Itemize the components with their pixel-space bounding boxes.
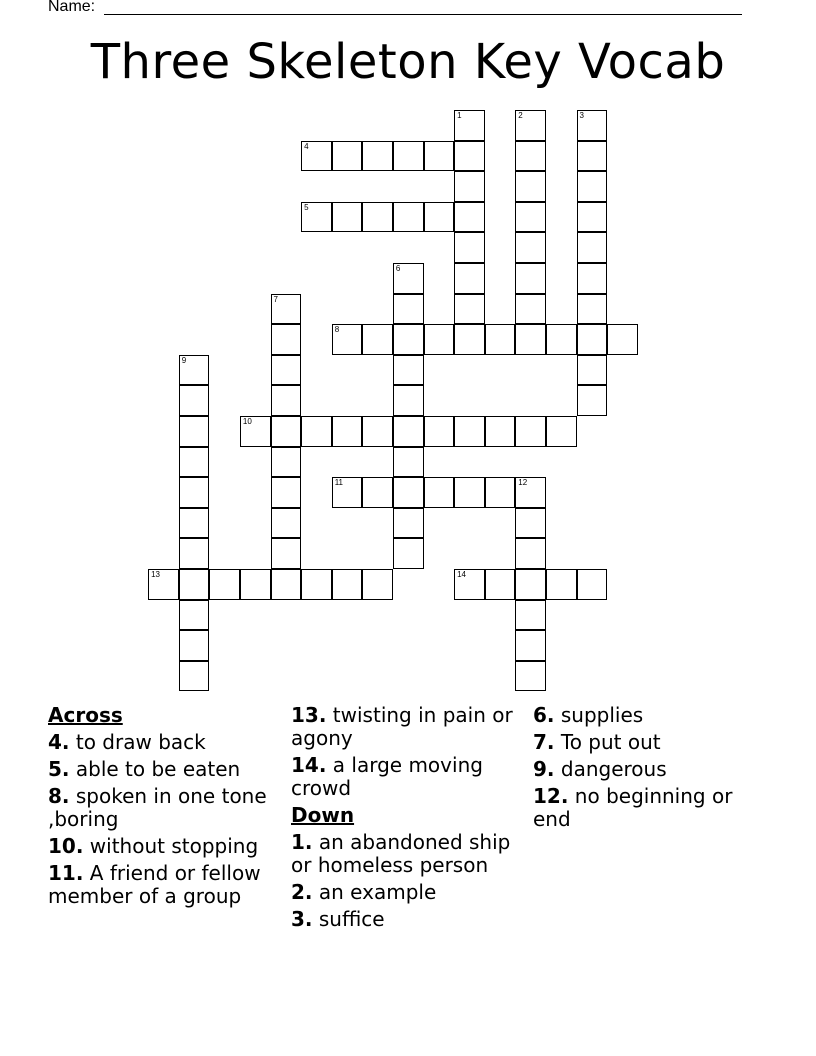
clue-text: without stopping: [89, 834, 259, 858]
across-clue-11: [48, 862, 280, 908]
across-heading: Across: [48, 703, 123, 727]
clue-number-label: 11: [334, 478, 343, 488]
clue-number-label: 10: [242, 417, 252, 426]
grid-cell[interactable]: [179, 600, 210, 631]
clue-number: 12.: [533, 784, 569, 808]
clue-text: dangerous: [560, 757, 667, 781]
clue-number-label: 9: [181, 355, 187, 365]
grid-cell[interactable]: [485, 569, 516, 600]
grid-cell[interactable]: [179, 661, 210, 692]
grid-cell[interactable]: [485, 477, 516, 508]
clue-number: 6.: [533, 703, 555, 727]
down-clue-6: [533, 704, 765, 727]
grid-cell[interactable]: [179, 569, 210, 600]
grid-cell[interactable]: [577, 385, 608, 416]
grid-cell[interactable]: [240, 416, 271, 447]
grid-cell[interactable]: [393, 324, 424, 355]
grid-cell[interactable]: [454, 202, 485, 233]
grid-cell[interactable]: [271, 385, 302, 416]
clue-number: 8.: [48, 784, 70, 808]
clue-text: able to be eaten: [75, 757, 241, 781]
grid-cell[interactable]: [577, 232, 608, 263]
grid-cell[interactable]: [362, 569, 393, 600]
across-clue-13: [291, 704, 523, 750]
grid-cell[interactable]: [271, 538, 302, 569]
grid-cell[interactable]: [179, 538, 210, 569]
grid-cell[interactable]: [393, 202, 424, 233]
clue-number: 14.: [291, 753, 327, 777]
grid-cell[interactable]: [179, 477, 210, 508]
clue-column-2: [291, 704, 523, 935]
grid-cell[interactable]: [485, 324, 516, 355]
grid-cell[interactable]: [424, 324, 455, 355]
clue-text: A friend or fellow member of a group: [48, 861, 261, 908]
down-heading: Down: [291, 803, 355, 827]
across-clue-4: [48, 731, 280, 754]
grid-cell[interactable]: [454, 263, 485, 294]
clue-text: a large moving crowd: [291, 753, 483, 800]
clue-number: 5.: [48, 757, 70, 781]
grid-cell[interactable]: [515, 232, 546, 263]
grid-cell[interactable]: [454, 110, 485, 141]
grid-cell[interactable]: [301, 569, 332, 600]
grid-cell[interactable]: [424, 477, 455, 508]
grid-cell[interactable]: [454, 477, 485, 508]
grid-cell[interactable]: [362, 202, 393, 233]
down-clue-12: [533, 785, 765, 831]
grid-cell[interactable]: [515, 416, 546, 447]
grid-cell[interactable]: [148, 569, 179, 600]
clue-number: 1.: [291, 830, 313, 854]
clue-number-label: 1: [457, 111, 462, 120]
grid-cell[interactable]: [454, 171, 485, 202]
down-clue-2: [291, 881, 523, 904]
grid-cell[interactable]: [271, 324, 302, 355]
grid-cell[interactable]: [393, 477, 424, 508]
grid-cell[interactable]: [577, 569, 608, 600]
clue-text: an example: [318, 880, 437, 904]
grid-cell[interactable]: [515, 661, 546, 692]
grid-cell[interactable]: [424, 141, 455, 172]
grid-cell[interactable]: [393, 385, 424, 416]
clue-text: spoken in one tone ,boring: [48, 784, 267, 831]
grid-cell[interactable]: [546, 416, 577, 447]
grid-cell[interactable]: [515, 630, 546, 661]
grid-cell[interactable]: [301, 202, 332, 233]
grid-cell[interactable]: [271, 447, 302, 478]
down-clue-9: [533, 758, 765, 781]
clue-number-label: 3: [579, 111, 584, 120]
grid-cell[interactable]: [240, 569, 271, 600]
grid-cell[interactable]: [393, 141, 424, 172]
grid-cell[interactable]: [515, 569, 546, 600]
grid-cell[interactable]: [515, 477, 546, 508]
grid-cell[interactable]: [577, 355, 608, 386]
grid-cell[interactable]: [393, 447, 424, 478]
grid-cell[interactable]: [271, 477, 302, 508]
grid-cell[interactable]: [362, 324, 393, 355]
grid-cell[interactable]: [577, 263, 608, 294]
grid-cell[interactable]: [546, 569, 577, 600]
grid-cell[interactable]: [271, 416, 302, 447]
clue-text: an abandoned ship or homeless person: [291, 830, 511, 877]
grid-cell[interactable]: [454, 294, 485, 325]
grid-cell[interactable]: [362, 416, 393, 447]
clue-text: suffice: [318, 907, 385, 931]
grid-cell[interactable]: [577, 141, 608, 172]
clue-text: to draw back: [75, 730, 206, 754]
grid-cell[interactable]: [393, 294, 424, 325]
clue-number: 7.: [533, 730, 555, 754]
grid-cell[interactable]: [271, 508, 302, 539]
across-clue-10: [48, 835, 280, 858]
clue-number: 2.: [291, 880, 313, 904]
clue-text: supplies: [560, 703, 644, 727]
clue-text: To put out: [560, 730, 661, 754]
clue-number-label: 14: [457, 570, 466, 579]
across-clue-8: [48, 785, 280, 831]
grid-cell[interactable]: [454, 232, 485, 263]
clue-text: no beginning or end: [533, 784, 733, 831]
down-clue-1: [291, 831, 523, 877]
clue-number: 13.: [291, 703, 327, 727]
clue-number: 10.: [48, 834, 84, 858]
grid-cell[interactable]: [271, 569, 302, 600]
grid-cell[interactable]: [393, 355, 424, 386]
grid-cell[interactable]: [577, 110, 608, 141]
grid-cell[interactable]: [179, 416, 210, 447]
name-label: Name:: [48, 0, 96, 15]
grid-cell[interactable]: [454, 324, 485, 355]
grid-cell[interactable]: [393, 416, 424, 447]
grid-cell[interactable]: [332, 324, 363, 355]
clue-text: twisting in pain or agony: [291, 703, 513, 750]
grid-cell[interactable]: [179, 508, 210, 539]
grid-cell[interactable]: [209, 569, 240, 600]
grid-cell[interactable]: [332, 141, 363, 172]
grid-cell[interactable]: [515, 171, 546, 202]
grid-cell[interactable]: [607, 324, 638, 355]
grid-cell[interactable]: [424, 202, 455, 233]
clue-number-label: 6: [395, 264, 401, 273]
grid-cell[interactable]: [271, 294, 302, 325]
grid-cell[interactable]: [515, 263, 546, 294]
grid-cell[interactable]: [515, 600, 546, 631]
clue-number: 11.: [48, 861, 84, 885]
clue-number: 9.: [533, 757, 555, 781]
down-clue-3: [291, 908, 523, 931]
across-clue-5: [48, 758, 280, 781]
grid-cell[interactable]: [424, 416, 455, 447]
grid-cell[interactable]: [362, 141, 393, 172]
grid-cell[interactable]: [332, 477, 363, 508]
grid-cell[interactable]: [332, 416, 363, 447]
grid-cell[interactable]: [577, 294, 608, 325]
clue-number-label: 5: [304, 202, 309, 212]
down-clue-7: [533, 731, 765, 754]
grid-cell[interactable]: [454, 141, 485, 172]
grid-cell[interactable]: [332, 569, 363, 600]
grid-cell[interactable]: [301, 141, 332, 172]
grid-cell[interactable]: [179, 355, 210, 386]
grid-cell[interactable]: [393, 538, 424, 569]
page-title: Three Skeleton Key Vocab: [90, 34, 726, 90]
clue-number: 3.: [291, 907, 313, 931]
clue-column-1: [48, 704, 280, 912]
grid-cell[interactable]: [515, 294, 546, 325]
grid-cell[interactable]: [454, 569, 485, 600]
clue-number-label: 13: [151, 570, 160, 579]
grid-cell[interactable]: [485, 416, 516, 447]
grid-cell[interactable]: [515, 202, 546, 233]
clue-column-3: [533, 704, 765, 835]
clue-number-label: 12: [518, 478, 528, 488]
grid-cell[interactable]: [179, 447, 210, 478]
grid-cell[interactable]: [515, 508, 546, 539]
grid-cell[interactable]: [179, 385, 210, 416]
clue-number-label: 8: [334, 325, 340, 335]
grid-cell[interactable]: [393, 263, 424, 294]
grid-cell[interactable]: [515, 538, 546, 569]
grid-cell[interactable]: [393, 508, 424, 539]
across-clue-14: [291, 754, 523, 800]
clue-number-label: 4: [304, 141, 309, 151]
clue-number-label: 2: [518, 111, 523, 120]
grid-cell[interactable]: [546, 324, 577, 355]
clue-number: 4.: [48, 730, 70, 754]
grid-cell[interactable]: [515, 141, 546, 172]
grid-cell[interactable]: [362, 477, 393, 508]
grid-cell[interactable]: [515, 324, 546, 355]
grid-cell[interactable]: [271, 355, 302, 386]
grid-cell[interactable]: [577, 324, 608, 355]
grid-cell[interactable]: [577, 202, 608, 233]
grid-cell[interactable]: [179, 630, 210, 661]
grid-cell[interactable]: [301, 416, 332, 447]
grid-cell[interactable]: [577, 171, 608, 202]
grid-cell[interactable]: [332, 202, 363, 233]
grid-cell[interactable]: [454, 416, 485, 447]
grid-cell[interactable]: [515, 110, 546, 141]
clue-number-label: 7: [273, 294, 278, 304]
